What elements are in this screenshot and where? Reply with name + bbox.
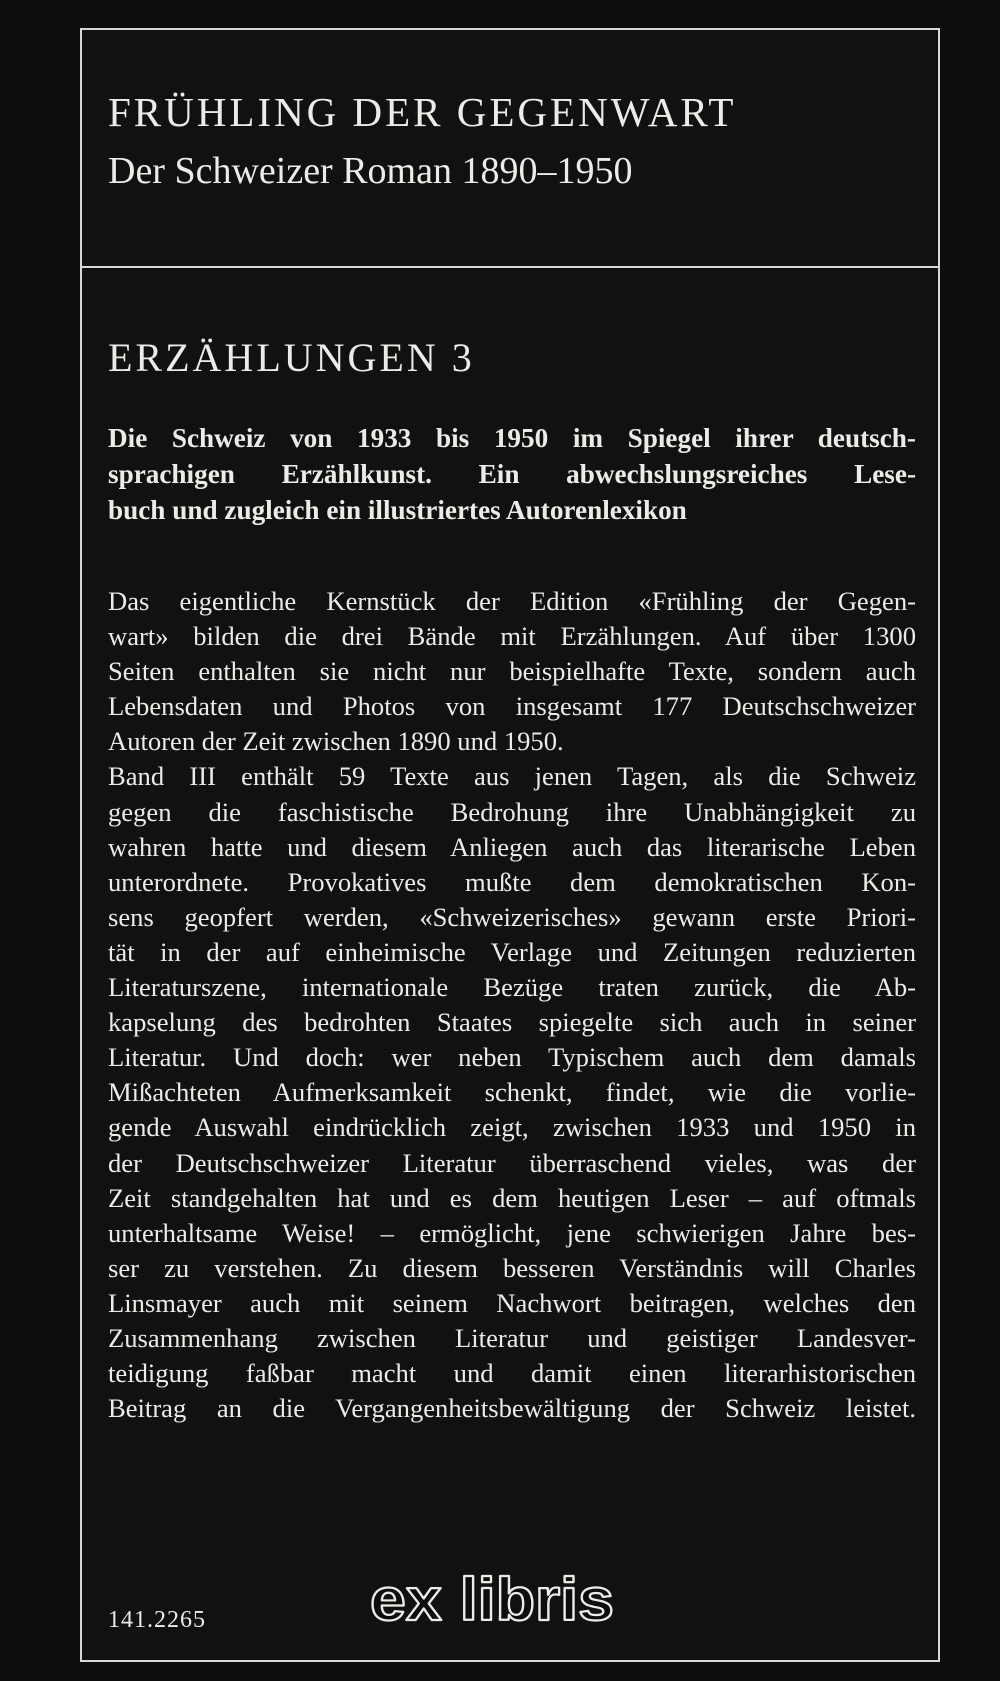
body-line: sens geopfert werden, «Schweizerisches» gewann erste Priori- xyxy=(108,901,916,932)
body-line: Literaturszene, internationale Bezüge traten zurück, die Ab- xyxy=(108,972,916,1003)
lead-paragraph xyxy=(108,420,916,528)
blurb-body xyxy=(108,584,916,1426)
lead-line: Die Schweiz von 1933 bis 1950 im Spiegel ihrer deutsch- xyxy=(108,423,916,453)
body-line: der Deutschschweizer Literatur überraschend vieles, was der xyxy=(108,1147,916,1178)
lead-line: buch und zugleich ein illustriertes Autorenlexikon xyxy=(108,495,687,525)
body-line: Zusammenhang zwischen Literatur und geistiger Landesver- xyxy=(108,1322,916,1353)
body-line: kapselung des bedrohten Staates spiegelte sich auch in seiner xyxy=(108,1007,916,1038)
lead-line: sprachigen Erzählkunst. Ein abwechslungsreiches Lese- xyxy=(108,459,916,489)
series-header-box xyxy=(82,30,938,268)
body-line: unterordnete. Provokatives mußte dem demokratischen Kon- xyxy=(108,866,916,897)
body-line: ser zu verstehen. Zu diesem besseren Verständnis will Charles xyxy=(108,1252,916,1283)
series-subtitle: Der Schweizer Roman 1890–1950 xyxy=(108,150,633,192)
body-line: Beitrag an die Vergangenheitsbewältigung der Schweiz leistet. xyxy=(108,1393,916,1424)
body-line: unterhaltsame Weise! – ermöglicht, jene schwierigen Jahre bes- xyxy=(108,1217,916,1248)
body-line: Linsmayer auch mit seinem Nachwort beitragen, welches den xyxy=(108,1287,916,1318)
catalog-number: 141.2265 xyxy=(108,1607,206,1633)
body-line: teidigung faßbar macht und damit einen literarhistorischen xyxy=(108,1358,916,1389)
body-line: wahren hatte und diesem Anliegen auch das literarische Leben xyxy=(108,831,916,862)
body-line: Zeit standgehalten hat und es dem heutigen Leser – auf oftmals xyxy=(108,1182,916,1213)
body-line: wart» bilden die drei Bände mit Erzählungen. Auf über 1300 xyxy=(108,621,916,652)
ex-libris-logo-text: ex libris xyxy=(370,1570,614,1630)
body-line: Das eigentliche Kernstück der Edition «Frühling der Gegen- xyxy=(108,586,916,616)
body-line: gende Auswahl eindrücklich zeigt, zwischen 1933 und 1950 in xyxy=(108,1112,916,1143)
body-line: Autoren der Zeit zwischen 1890 und 1950. xyxy=(108,726,564,757)
series-title: FRÜHLING DER GEGENWART xyxy=(108,89,737,135)
volume-title: ERZÄHLUNGEN 3 xyxy=(108,335,475,380)
body-line: Seiten enthalten sie nicht nur beispielhafte Texte, sondern auch xyxy=(108,656,916,687)
body-line: Literatur. Und doch: wer neben Typischem auch dem damals xyxy=(108,1042,916,1073)
body-line: Mißachteten Aufmerksamkeit schenkt, findet, wie die vorlie- xyxy=(108,1077,916,1108)
body-line: Band III enthält 59 Texte aus jenen Tagen, als die Schweiz xyxy=(108,761,916,792)
body-line: tät in der auf einheimische Verlage und Zeitungen reduzierten xyxy=(108,936,916,967)
ex-libris-logo xyxy=(368,1570,618,1630)
body-line: Lebensdaten und Photos von insgesamt 177 Deutschschweizer xyxy=(108,691,916,722)
cover-frame xyxy=(80,28,940,1662)
body-line: gegen die faschistische Bedrohung ihre Unabhängigkeit zu xyxy=(108,796,916,827)
